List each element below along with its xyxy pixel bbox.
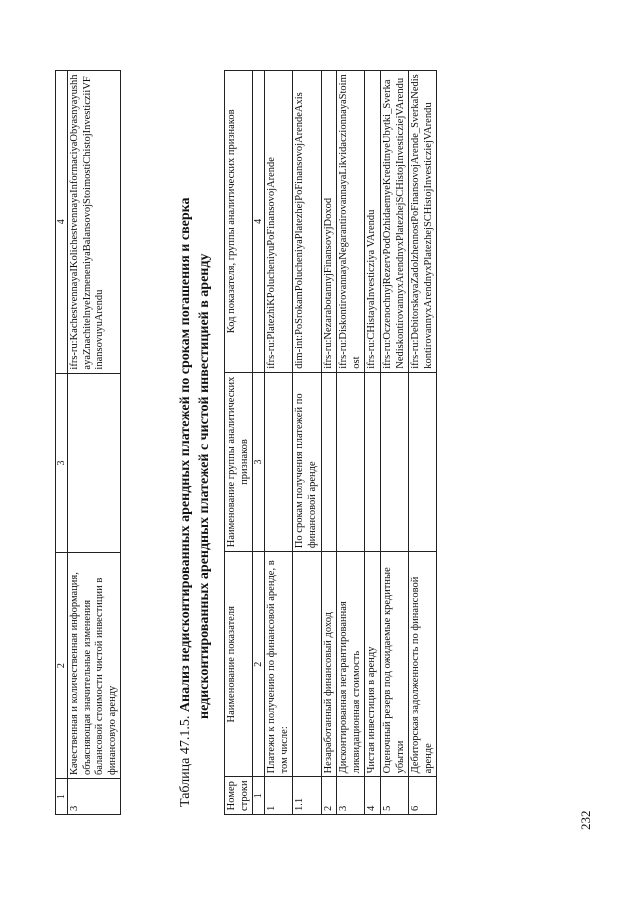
row-number: 1 — [265, 777, 293, 815]
table-title-line2: недисконтированных арендных платежей с чистой инвестицией в аренду — [197, 253, 212, 719]
col-number: 2 — [253, 552, 265, 777]
col-number: 2 — [56, 553, 68, 779]
table-row — [265, 71, 293, 815]
indicator-name: Качественная и количественная информация, объясняющая значительные изменения балансовой стоимости чистой инвестиции в финансовую аренду — [68, 553, 121, 779]
indicator-code: ifrs-ru:DiskontirovannayaNegarantirovannayaLikvidacziоnnayaStoimost — [337, 71, 365, 373]
group-name: По срокам получения платежей по финансовой аренде — [293, 372, 321, 551]
indicator-name — [293, 552, 321, 777]
col-number: 1 — [253, 777, 265, 815]
row-number: 3 — [337, 777, 365, 815]
indicator-name: Незаработанный финансовый доход — [321, 552, 337, 777]
page-number: 232 — [578, 810, 593, 830]
table-label: Таблица 47.1.5. — [178, 715, 193, 807]
table-row — [409, 71, 437, 815]
indicator-code: ifrs-ru:NezarabotannyjFinansovyjDoxod — [321, 71, 337, 373]
table-row — [293, 71, 321, 815]
table-row — [337, 71, 365, 815]
group-name — [409, 372, 437, 551]
header-row-number: Номер строки — [225, 777, 253, 815]
indicator-name: Оценочный резерв под ожидаемые кредитные убытки — [380, 552, 408, 777]
group-name — [337, 372, 365, 551]
table-row — [68, 71, 121, 815]
col-number: 1 — [56, 779, 68, 815]
row-number: 3 — [68, 779, 121, 815]
indicator-code: dim-int:PoSrokamPolucheniyaPlatezhejPoFinansovojArendeAxis — [293, 71, 321, 373]
indicator-name: Дебиторская задолженность по финансовой аренде — [409, 552, 437, 777]
lease-payments-table — [224, 70, 437, 815]
indicator-code: ifrs-ru:PlatezhiKPolucheniyuPoFinansovojArende — [265, 71, 293, 373]
indicator-code: ifrs-ru:KachestvennayaIKolichestvennayaInformaciyaObyasnyayushhayaZnachitelnyeIzmeneniyaBalansovojStoimostiChistojInvesticziiVFinansovuyuArendu — [68, 71, 121, 374]
row-number: 6 — [409, 777, 437, 815]
group-name — [68, 373, 121, 553]
row-number: 2 — [321, 777, 337, 815]
header-group-name: Наименование группы аналитических признаков — [225, 372, 253, 551]
indicator-name: Платежи к получению по финансовой аренде, в том числе: — [265, 552, 293, 777]
header-indicator-name: Наименование показателя — [225, 552, 253, 777]
table-row — [380, 71, 408, 815]
previous-table — [55, 70, 121, 815]
table-caption — [176, 97, 214, 807]
column-number-row — [56, 71, 68, 815]
indicator-name: Чистая инвестиция в аренду — [365, 552, 381, 777]
indicator-name: Дисконтированная негарантированная ликвидационная стоимость — [337, 552, 365, 777]
col-number: 4 — [56, 71, 68, 374]
row-number: 4 — [365, 777, 381, 815]
group-name — [265, 372, 293, 551]
table-row — [321, 71, 337, 815]
header-indicator-code: Код показателя, группы аналитических признаков — [225, 71, 253, 373]
row-number: 1.1 — [293, 777, 321, 815]
indicator-code: ifrs-ru:DebitorskayaZadolzhennostPoFinansovojArende_SverkaNediskontirovannyxArendnyxPlatezhejSCHistojInvesticziejVArendu — [409, 71, 437, 373]
indicator-code: ifrs-ru:OczenochnyjRezervPodOzhidaemyeKreditnyeUbytki_SverkaNediskontirovannyxArendnyxPlatezhejSCHistojInvesticziejVArendu — [380, 71, 408, 373]
group-name — [365, 372, 381, 551]
group-name — [380, 372, 408, 551]
col-number: 4 — [253, 71, 265, 373]
table-title-line1: Анализ недисконтированных арендных платежей по срокам погашения и сверка — [178, 197, 193, 713]
column-number-row — [253, 71, 265, 815]
header-row — [225, 71, 253, 815]
table-row — [365, 71, 381, 815]
group-name — [321, 372, 337, 551]
row-number: 5 — [380, 777, 408, 815]
indicator-code: ifrs-ru:CHistayaInvesticziya VArendu — [365, 71, 381, 373]
col-number: 3 — [253, 372, 265, 551]
col-number: 3 — [56, 373, 68, 553]
